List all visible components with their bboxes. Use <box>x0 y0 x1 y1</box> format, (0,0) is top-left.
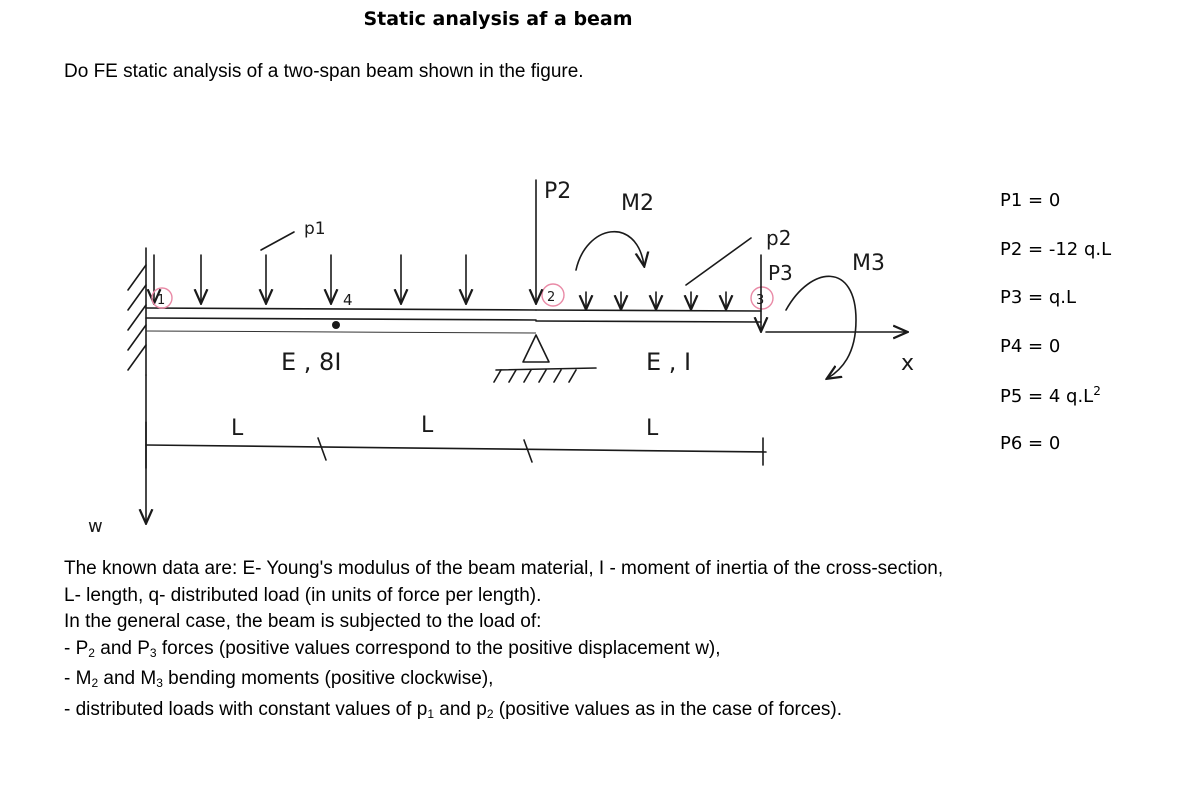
node-3-label: 3 <box>756 293 765 308</box>
value-name: P4 <box>1000 335 1023 357</box>
label-w-axis: w <box>88 516 103 537</box>
element-marker <box>332 321 340 329</box>
value-amount: 0 <box>1048 190 1061 211</box>
value-amount: q.L <box>1048 287 1077 308</box>
label-m3: M3 <box>852 251 885 276</box>
value-row: P5 = 4 $q.L^2$ <box>1000 384 1101 407</box>
subscript: 2 <box>486 706 494 721</box>
fixed-support <box>128 248 146 375</box>
text-span: - M <box>64 668 92 689</box>
general-case-text: In the general case, the beam is subjected to the load of: <box>64 611 542 632</box>
value-amount: 0 <box>1048 335 1061 357</box>
value-name: P1 <box>1000 190 1023 211</box>
subscript: 1 <box>427 706 434 721</box>
node-3 <box>751 287 773 309</box>
pin-support <box>494 335 596 382</box>
text-span: and p <box>434 698 487 720</box>
distributed-load-p1 <box>154 219 466 302</box>
bullet-moments <box>64 666 944 697</box>
value-name: P3 <box>1000 287 1023 308</box>
label-p2-top: P2 <box>544 179 572 204</box>
label-stiffness-span-1: E , 8I <box>281 348 342 376</box>
value-row: P1 = 0 <box>1000 190 1061 211</box>
text-span: and M <box>98 668 157 689</box>
known-data-text: The known data are: E- Young's modulus of the beam material, I - moment of inertia of the cross-section, L- length, q- distributed load (in units of force per length). <box>64 558 944 606</box>
beam-sketch <box>66 170 934 540</box>
value-row: P3 = q.L <box>1000 287 1077 308</box>
label-m2: M2 <box>621 191 654 216</box>
subscript: 3 <box>149 645 157 660</box>
label-element-4: 4 <box>343 291 353 309</box>
load-values-list <box>1000 190 1111 481</box>
value-row: P4 = 0 <box>1000 335 1061 357</box>
moment-m3 <box>786 251 885 378</box>
value-row: P2 = -12 q.L <box>1000 238 1112 260</box>
subscript: 3 <box>156 676 163 690</box>
intro-text: Do FE static analysis of a two-span beam shown in the figure. <box>64 61 584 82</box>
text-span: and P <box>94 637 150 659</box>
node-2-label: 2 <box>547 290 556 305</box>
label-span-1: L <box>231 416 244 441</box>
value-amount: 4 q.L <box>1048 386 1094 407</box>
x-axis <box>766 332 914 376</box>
force-p3 <box>761 255 793 330</box>
value-row: P6 = 0 <box>1000 432 1061 454</box>
page-title: Static analysis af a beam <box>363 8 633 30</box>
text-span: - distributed loads with constant values of p <box>64 698 428 720</box>
beam-figure <box>66 170 934 545</box>
node-2 <box>542 284 564 306</box>
label-x-axis: x <box>901 351 915 376</box>
w-axis <box>88 375 146 537</box>
bullet-distributed <box>64 697 944 728</box>
text-span: forces (positive values correspond to the positive displacement w), <box>156 637 721 659</box>
dimension-line <box>146 413 766 468</box>
label-p1: p1 <box>304 219 326 239</box>
value-exponent: 2 <box>1093 384 1101 398</box>
value-name: P6 <box>1000 432 1023 454</box>
label-stiffness-span-2: E , I <box>646 348 692 376</box>
text-span: bending moments (positive clockwise), <box>162 668 494 689</box>
value-amount: 0 <box>1048 432 1061 454</box>
beam-span-2 <box>536 310 761 322</box>
moment-m2 <box>576 191 654 270</box>
label-span-3: L <box>646 416 659 441</box>
bullet-forces <box>64 636 944 667</box>
description-block <box>64 556 944 727</box>
subscript: 2 <box>91 676 99 690</box>
value-amount: -12 q.L <box>1048 238 1112 260</box>
node-1 <box>152 288 172 308</box>
node-1-label: 1 <box>157 293 166 308</box>
label-span-2: L <box>421 413 434 438</box>
beam-span-1 <box>146 308 536 333</box>
value-name: P5 <box>1000 386 1023 407</box>
text-span: (positive values as in the case of forces). <box>493 698 843 720</box>
value-name: P2 <box>1000 238 1023 260</box>
subscript: 2 <box>88 645 95 660</box>
label-p3: P3 <box>768 261 793 285</box>
text-span: - P <box>64 637 89 659</box>
label-p2-dist: p2 <box>766 226 792 250</box>
